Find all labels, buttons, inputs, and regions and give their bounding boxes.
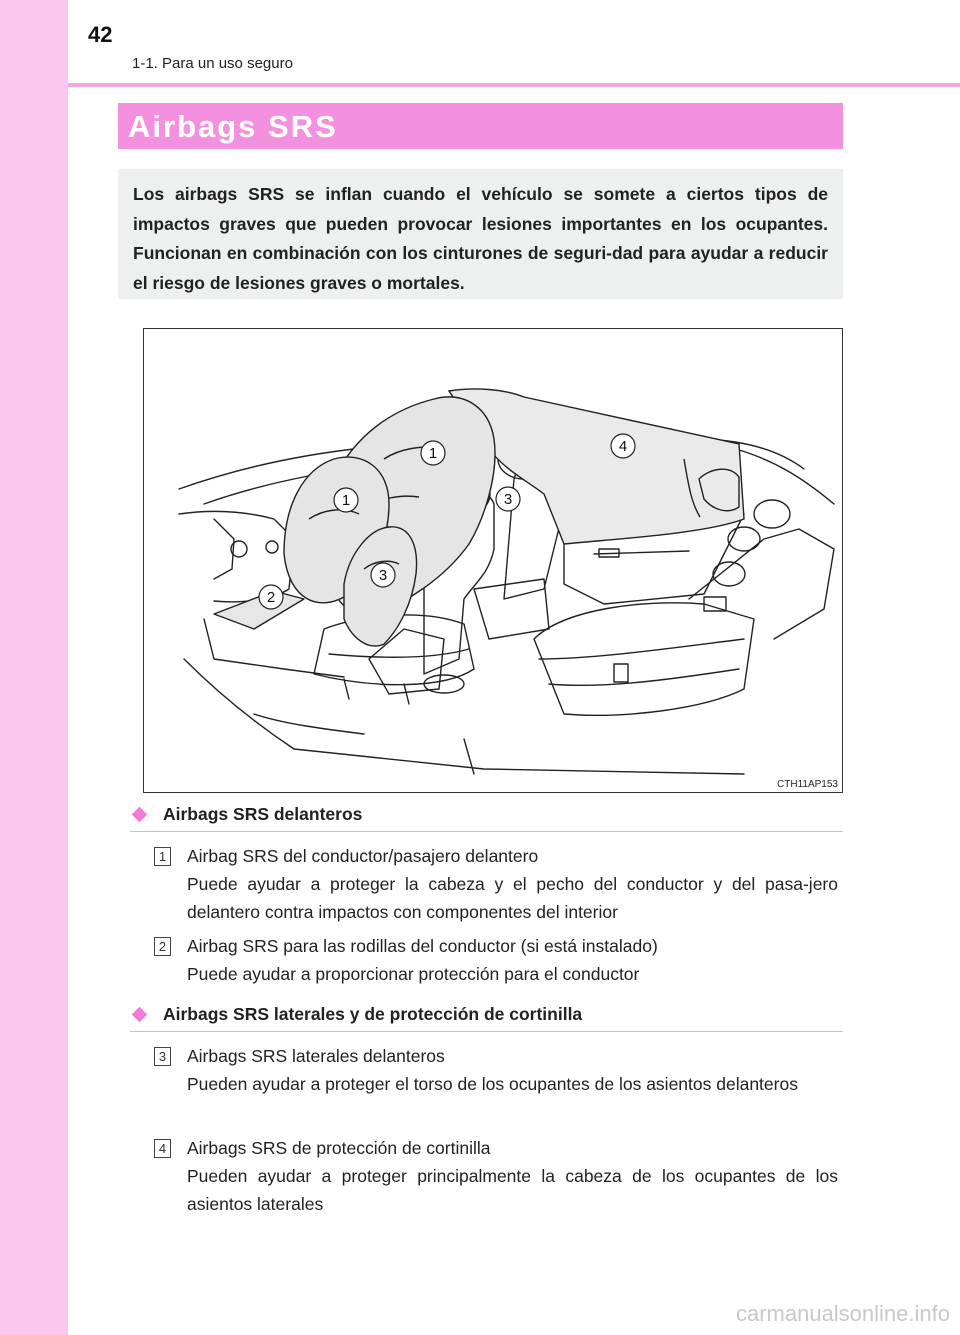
item-description xyxy=(187,870,838,926)
header-rule xyxy=(68,83,960,87)
svg-text:2: 2 xyxy=(266,589,276,606)
svg-text:1: 1 xyxy=(428,445,438,462)
svg-text:3: 3 xyxy=(378,567,388,584)
item-title: Airbags SRS laterales delanteros xyxy=(187,1046,445,1066)
item-number: 2 xyxy=(154,937,171,956)
callout-1a xyxy=(421,441,445,465)
item-number: 1 xyxy=(154,847,171,866)
item-description: Pueden ayudar a proteger principalmente la cabeza de los ocupantes de los asientos laterales xyxy=(187,1166,838,1214)
svg-text:1: 1 xyxy=(341,492,351,509)
item-number: 4 xyxy=(154,1139,171,1158)
section-heading-front: Airbags SRS delanteros xyxy=(163,804,363,824)
page-title: Airbags SRS xyxy=(128,109,338,144)
watermark: carmanualsonline.info xyxy=(735,1301,950,1326)
callout-3b xyxy=(496,487,520,511)
intro-box xyxy=(118,169,843,299)
callout-2 xyxy=(259,585,283,609)
item-description-text: Puede ayudar a proteger la cabeza y el pecho del conductor y del pasa-jero delantero contra impactos con componentes del interior xyxy=(187,874,838,922)
item-title: Airbag SRS para las rodillas del conductor (si está instalado) xyxy=(187,936,658,956)
callout-1b xyxy=(334,488,358,512)
title-banner xyxy=(118,103,843,149)
car-interior-drawing xyxy=(144,329,841,791)
figure-code: CTH11AP153 xyxy=(777,779,838,790)
item-description: Pueden ayudar a proteger el torso de los ocupantes de los asientos delanteros xyxy=(187,1074,798,1094)
item-number: 3 xyxy=(154,1047,171,1066)
callout-4 xyxy=(611,434,635,458)
page-number: 42 xyxy=(88,22,113,47)
item-title: Airbag SRS del conductor/pasajero delantero xyxy=(187,846,539,866)
intro-text: Los airbags SRS se inflan cuando el vehículo se somete a ciertos tipos de impactos graves que pueden provocar lesiones importantes en los ocupantes. Funcionan en combinación con los cinturones de seguri-dad para ayudar a reducir el riesgo de lesiones graves o mortales. xyxy=(133,184,828,293)
section-rule xyxy=(130,831,843,832)
svg-text:4: 4 xyxy=(618,438,628,455)
section-heading-side: Airbags SRS laterales y de protección de cortinilla xyxy=(163,1004,583,1024)
section-rule xyxy=(130,1031,843,1032)
item-description: Puede ayudar a proporcionar protección para el conductor xyxy=(187,964,640,984)
callout-3a xyxy=(371,563,395,587)
running-head: 1-1. Para un uso seguro xyxy=(132,55,293,72)
item-title: Airbags SRS de protección de cortinilla xyxy=(187,1138,491,1158)
page-side-tab xyxy=(0,0,68,1335)
airbag-illustration xyxy=(143,328,843,793)
svg-text:3: 3 xyxy=(503,491,513,508)
